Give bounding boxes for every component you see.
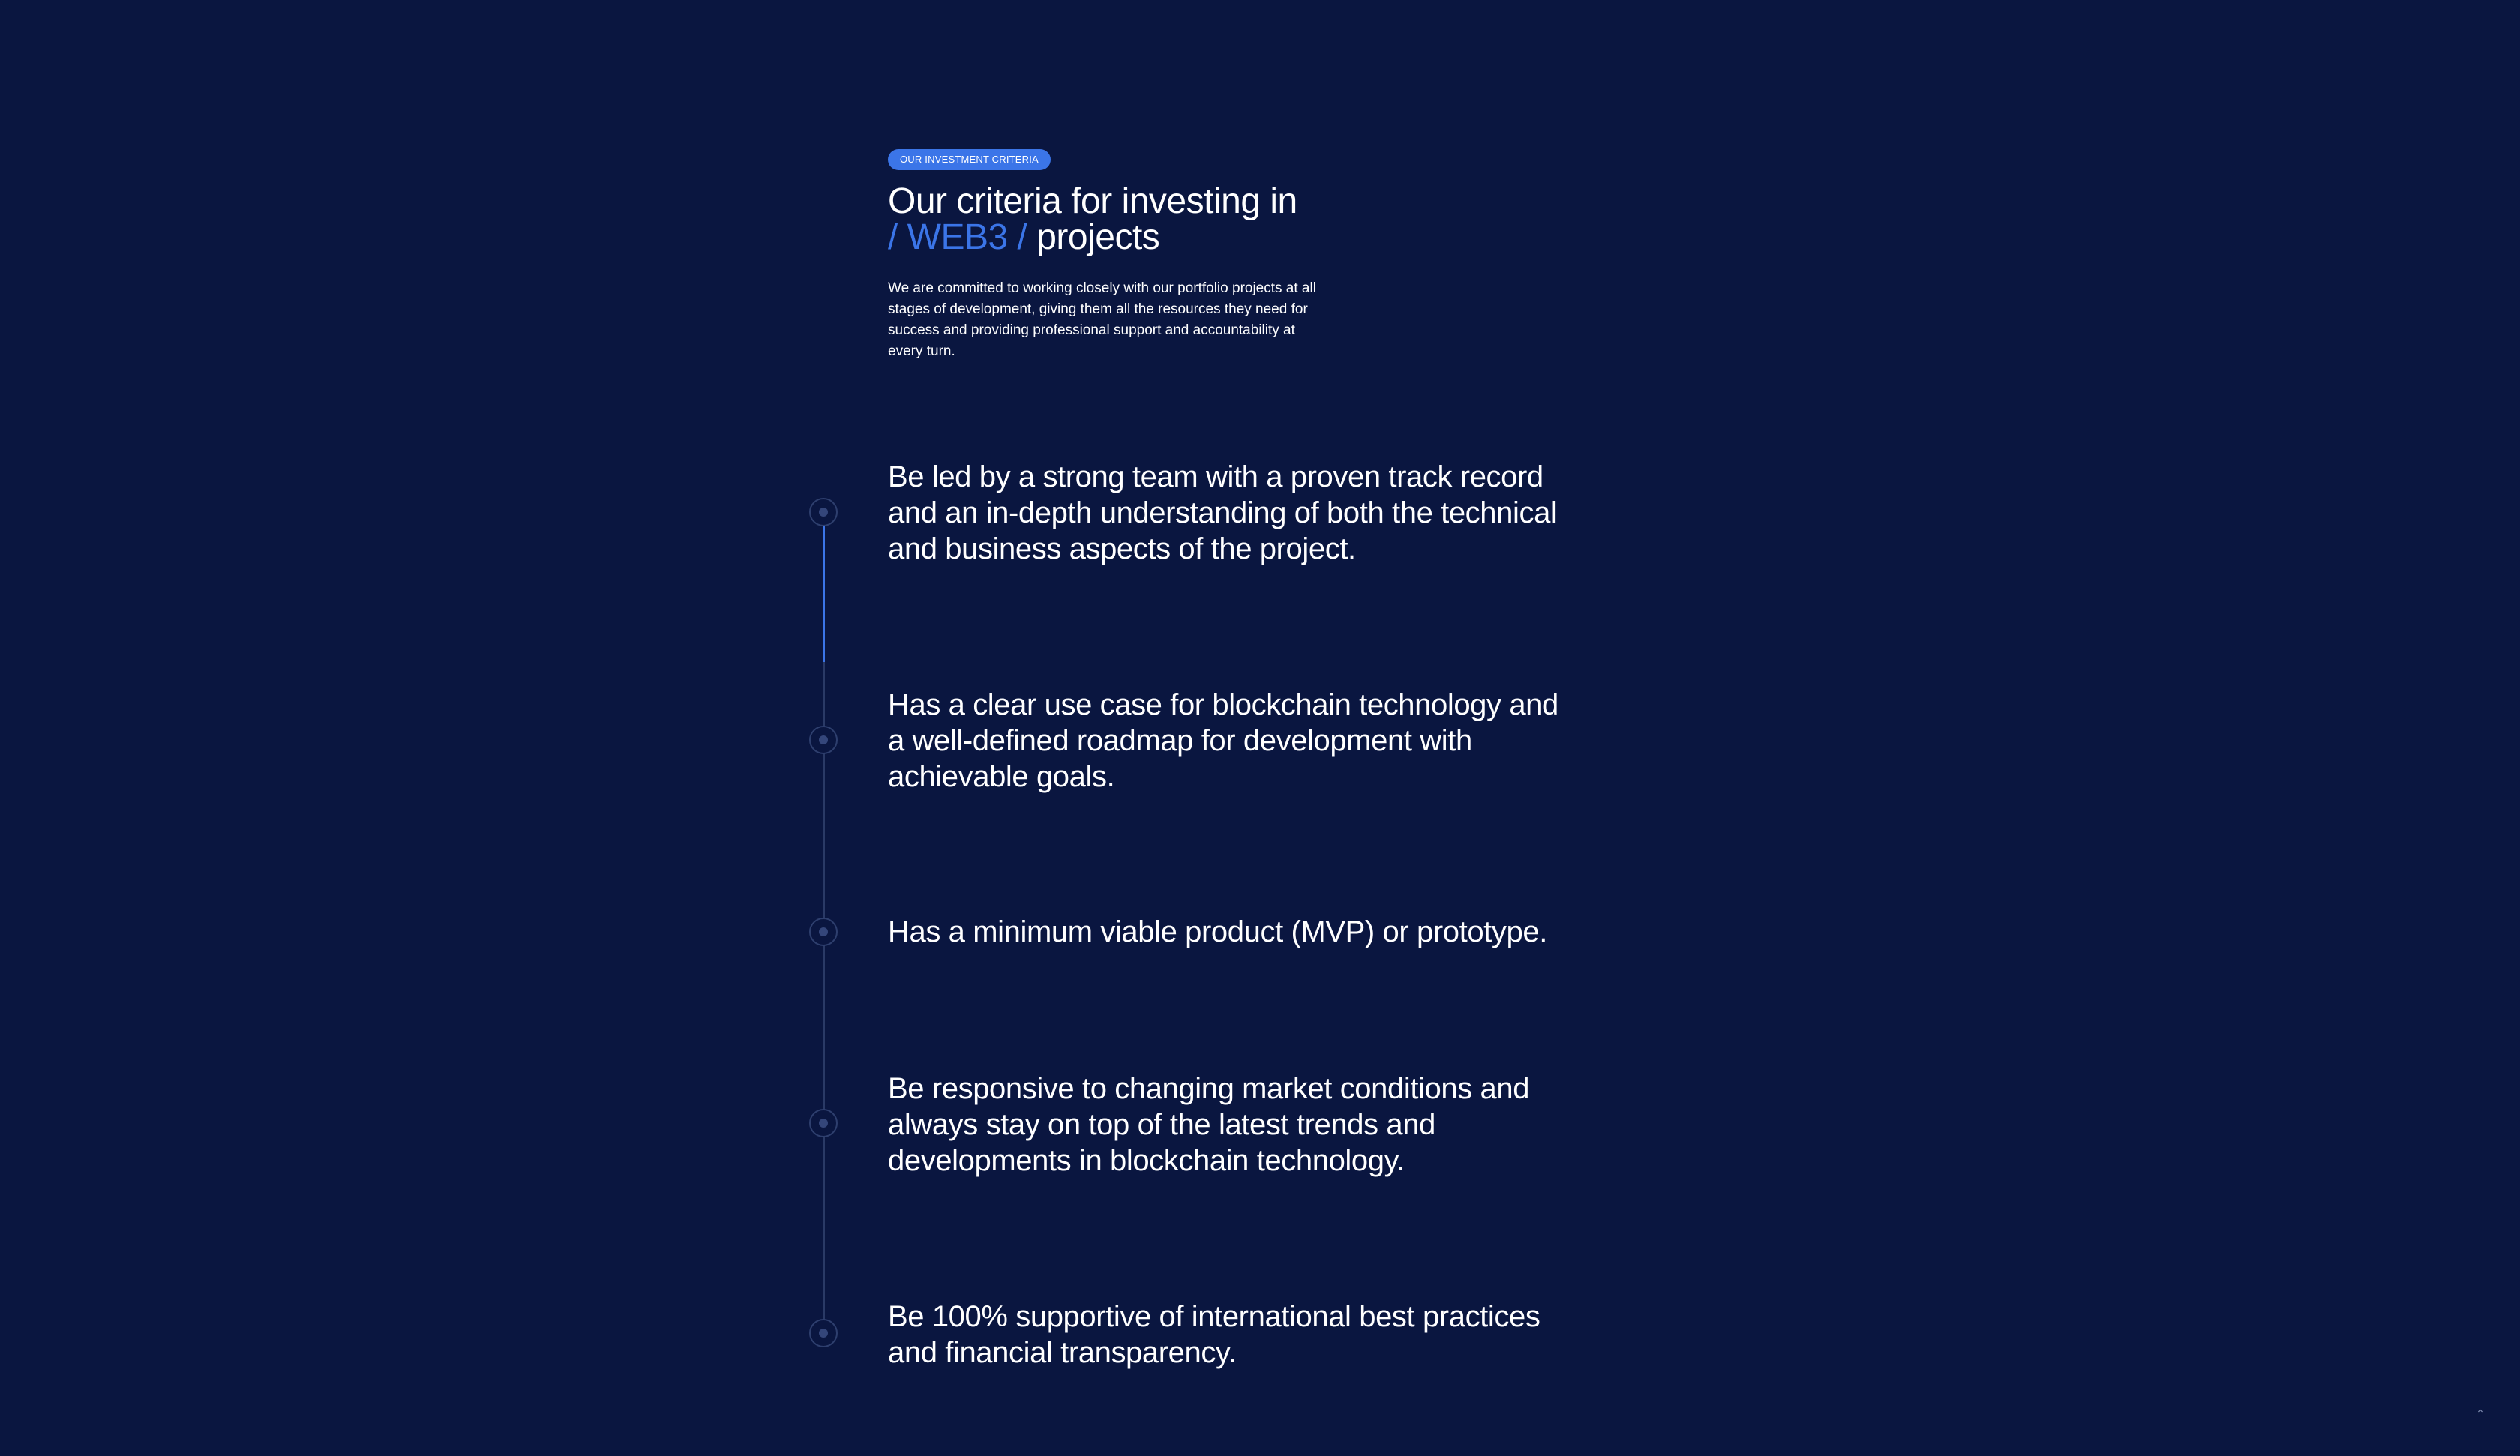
timeline-progress — [824, 512, 825, 662]
timeline-node — [809, 498, 838, 526]
timeline-dot-icon — [819, 508, 828, 517]
section-badge: OUR INVESTMENT CRITERIA — [888, 149, 1051, 170]
criterion-1: Be led by a strong team with a proven track record and an in-depth understanding of both the technical and business aspects of the project. — [888, 460, 1557, 565]
timeline-node — [809, 1109, 838, 1137]
timeline-dot-icon — [819, 1119, 828, 1128]
timeline-dot-icon — [819, 735, 828, 744]
timeline-node — [809, 918, 838, 946]
timeline-node — [809, 726, 838, 754]
criterion-3: Has a minimum viable product (MVP) or prototype. — [888, 915, 1547, 948]
title-accent: / WEB3 / — [888, 217, 1028, 257]
title-line-1: Our criteria for investing in — [888, 181, 1298, 221]
chevron-up-icon[interactable]: ⌃ — [2476, 1407, 2485, 1419]
section-title — [888, 181, 1298, 257]
criterion-4: Be responsive to changing market conditions and always stay on top of the latest trends and developments in blockchain technology. — [888, 1072, 1530, 1177]
timeline-node — [809, 1319, 838, 1347]
title-line-2: projects — [1027, 217, 1160, 257]
criterion-2: Has a clear use case for blockchain technology and a well-defined roadmap for development with achievable goals. — [888, 688, 1558, 793]
section-intro: We are committed to working closely with our portfolio projects at all stages of development, giving them all the resources they need for success and providing professional support and accountability at every turn. — [888, 280, 1316, 359]
timeline-dot-icon — [819, 927, 828, 936]
timeline-dot-icon — [819, 1329, 828, 1338]
criterion-5: Be 100% supportive of international best practices and financial transparency. — [888, 1300, 1540, 1369]
